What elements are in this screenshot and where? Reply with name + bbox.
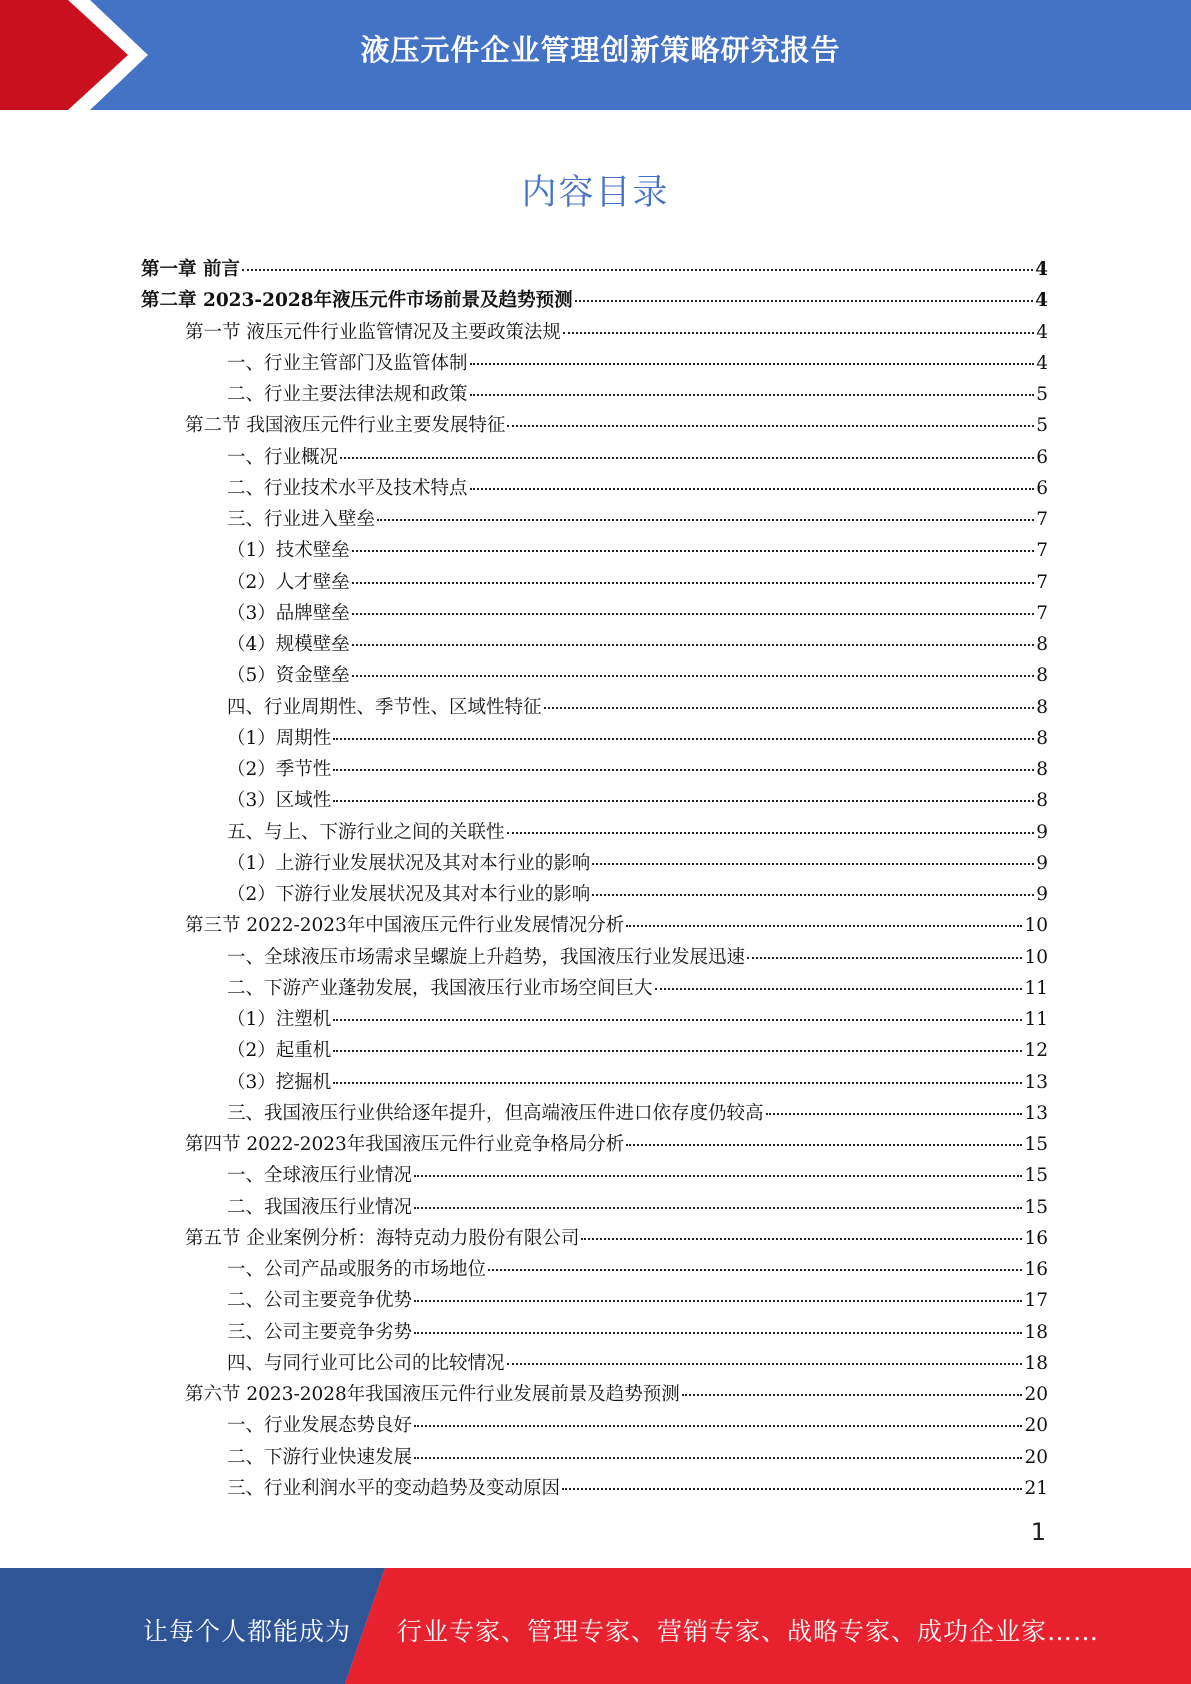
- toc-entry-label: 四、与同行业可比公司的比较情况: [227, 1352, 505, 1374]
- toc-leader-dots: [352, 675, 1034, 677]
- toc-entry[interactable]: [141, 1410, 1048, 1441]
- toc-entry-label: （1）周期性: [227, 727, 332, 749]
- toc-leader-dots: [747, 957, 1022, 959]
- toc-entry[interactable]: [141, 1379, 1048, 1410]
- toc-leader-dots: [414, 1207, 1022, 1209]
- toc-entry-label: （3）挖掘机: [227, 1071, 332, 1093]
- toc-entry-label: （2）起重机: [227, 1040, 332, 1062]
- toc-entry-label: 一、行业主管部门及监管体制: [227, 352, 468, 374]
- toc-leader-dots: [766, 1113, 1023, 1115]
- toc-entry-page: 11: [1024, 1009, 1048, 1030]
- toc-entry[interactable]: [141, 442, 1048, 473]
- toc-entry-label: （2）人才壁垒: [227, 571, 350, 593]
- toc-leader-dots: [581, 1238, 1022, 1240]
- toc-entry[interactable]: [141, 254, 1048, 285]
- toc-entry-page: 16: [1024, 1259, 1048, 1280]
- toc-entry[interactable]: [141, 1192, 1048, 1223]
- toc-entry-label: （3）区域性: [227, 790, 332, 812]
- toc-entry-page: 4: [1036, 321, 1048, 343]
- toc-entry-label: 二、下游产业蓬勃发展，我国液压行业市场空间巨大: [227, 977, 653, 999]
- footer-banner: [0, 1568, 1191, 1684]
- toc-entry-label: 三、行业利润水平的变动趋势及变动原因: [227, 1477, 561, 1499]
- toc-entry-label: 一、行业发展态势良好: [227, 1415, 413, 1437]
- toc-entry-page: 20: [1024, 1415, 1048, 1437]
- toc-entry[interactable]: [141, 1317, 1048, 1348]
- toc-entry-label: （4）规模壁垒: [227, 634, 350, 655]
- toc-entry-page: 6: [1036, 477, 1048, 499]
- toc-entry[interactable]: [141, 1348, 1048, 1379]
- toc-leader-dots: [470, 488, 1035, 490]
- toc-entry[interactable]: [141, 1285, 1048, 1316]
- toc-entry[interactable]: [141, 285, 1048, 316]
- toc-entry[interactable]: [141, 1223, 1048, 1254]
- toc-entry-page: 4: [1036, 352, 1048, 374]
- toc-entry-page: 20: [1024, 1384, 1048, 1405]
- toc-entry-page: 6: [1036, 446, 1048, 468]
- toc-entry-page: 7: [1036, 509, 1048, 530]
- toc-leader-dots: [414, 1300, 1022, 1302]
- toc-entry-page: 21: [1024, 1477, 1048, 1499]
- toc-entry-label: 五、与上、下游行业之间的关联性: [227, 821, 505, 843]
- toc-entry-label: 第三节 2022-2023年中国液压元件行业发展情况分析: [185, 915, 625, 937]
- toc-entry-page: 8: [1036, 634, 1048, 655]
- toc-entry-label: 二、我国液压行业情况: [227, 1196, 413, 1218]
- toc-entry[interactable]: [141, 348, 1048, 379]
- toc-leader-dots: [488, 1269, 1022, 1271]
- toc-entry-page: 17: [1024, 1290, 1048, 1312]
- toc-entry[interactable]: [141, 1254, 1048, 1285]
- toc-entry[interactable]: [141, 1004, 1048, 1035]
- toc-entry-page: 10: [1024, 946, 1048, 968]
- toc-leader-dots: [507, 425, 1034, 427]
- toc-leader-dots: [626, 925, 1022, 927]
- toc-entry-page: 4: [1035, 290, 1048, 312]
- toc-entry-page: 15: [1024, 1196, 1048, 1218]
- toc-entry-label: 一、全球液压市场需求呈螺旋上升趋势，我国液压行业发展迅速: [227, 946, 746, 968]
- toc-entry-label: 二、行业主要法律法规和政策: [227, 384, 468, 405]
- toc-entry-label: （3）品牌壁垒: [227, 602, 350, 624]
- toc-entry[interactable]: [141, 535, 1048, 566]
- toc-entry-page: 15: [1024, 1134, 1048, 1155]
- toc-entry[interactable]: [141, 879, 1048, 910]
- toc-entry[interactable]: [141, 504, 1048, 535]
- toc-leader-dots: [333, 800, 1034, 802]
- toc-entry-label: 三、行业进入壁垒: [227, 509, 376, 530]
- toc-entry-page: 13: [1024, 1071, 1048, 1093]
- toc-entry[interactable]: [141, 1129, 1048, 1160]
- toc-leader-dots: [352, 550, 1034, 552]
- toc-leader-dots: [242, 269, 1033, 271]
- toc-leader-dots: [575, 300, 1034, 302]
- toc-entry-label: （2）季节性: [227, 759, 332, 780]
- toc-leader-dots: [340, 457, 1034, 459]
- toc-entry-label: 第五节 企业案例分析：海特克动力股份有限公司: [185, 1227, 580, 1249]
- toc-entry-page: 18: [1024, 1321, 1048, 1343]
- toc-entry-page: 15: [1024, 1165, 1048, 1187]
- toc-entry-label: （1）注塑机: [227, 1009, 332, 1030]
- toc-leader-dots: [352, 644, 1034, 646]
- toc-leader-dots: [626, 1144, 1022, 1146]
- toc-entry-label: 第一章 前言: [141, 259, 240, 280]
- toc-entry[interactable]: [141, 1098, 1048, 1129]
- toc-leader-dots: [352, 582, 1034, 584]
- toc-entry-label: 三、我国液压行业供给逐年提升，但高端液压件进口依存度仍较高: [227, 1102, 764, 1124]
- header-banner: [0, 0, 1191, 110]
- toc-entry[interactable]: [141, 973, 1048, 1004]
- toc-entry-label: 三、公司主要竞争劣势: [227, 1321, 413, 1343]
- toc-entry[interactable]: [141, 848, 1048, 879]
- toc-leader-dots: [544, 707, 1035, 709]
- toc-leader-dots: [333, 1050, 1022, 1052]
- toc-entry-page: 7: [1036, 571, 1048, 593]
- toc-entry[interactable]: [141, 1035, 1048, 1066]
- toc-entry-page: 5: [1036, 384, 1048, 405]
- report-title: 液压元件企业管理创新策略研究报告: [360, 33, 841, 67]
- toc-leader-dots: [414, 1332, 1022, 1334]
- toc-heading: 内容目录: [521, 173, 670, 213]
- toc-leader-dots: [563, 332, 1034, 334]
- toc-entry-label: 第四节 2022-2023年我国液压元件行业竞争格局分析: [185, 1134, 625, 1155]
- toc-entry[interactable]: [141, 785, 1048, 816]
- toc-entry-page: 13: [1024, 1102, 1048, 1124]
- toc-entry-page: 8: [1036, 696, 1048, 718]
- toc-entry-page: 5: [1036, 415, 1048, 437]
- toc-entry-page: 7: [1036, 602, 1048, 624]
- toc-entry-label: （2）下游行业发展状况及其对本行业的影响: [227, 884, 591, 905]
- toc-entry-page: 9: [1036, 884, 1048, 905]
- toc-leader-dots: [352, 613, 1034, 615]
- toc-entry-page: 9: [1036, 821, 1048, 843]
- toc-entry[interactable]: [141, 410, 1048, 441]
- toc-entry[interactable]: [141, 723, 1048, 754]
- toc-entry-page: 8: [1036, 790, 1048, 812]
- toc-leader-dots: [592, 863, 1034, 865]
- toc-entry-page: 10: [1024, 915, 1048, 937]
- toc-entry[interactable]: [141, 1473, 1048, 1504]
- toc-entry-page: 16: [1024, 1227, 1048, 1249]
- toc-entry-page: 12: [1024, 1040, 1048, 1062]
- toc-entry-label: 四、行业周期性、季节性、区域性特征: [227, 696, 542, 718]
- toc-leader-dots: [470, 394, 1035, 396]
- footer-slogan-right: 行业专家、管理专家、营销专家、战略专家、成功企业家……: [397, 1617, 1100, 1646]
- toc-entry-label: （1）技术壁垒: [227, 540, 350, 562]
- toc-entry-label: 二、行业技术水平及技术特点: [227, 477, 468, 499]
- toc-entry[interactable]: [141, 692, 1048, 723]
- toc-entry[interactable]: [141, 598, 1048, 629]
- toc-entry-page: 8: [1036, 759, 1048, 780]
- toc-entry-label: （5）资金壁垒: [227, 665, 350, 687]
- toc-entry[interactable]: [141, 629, 1048, 660]
- toc-leader-dots: [333, 738, 1034, 740]
- toc-entry-page: 8: [1036, 665, 1048, 687]
- toc-leader-dots: [507, 832, 1035, 834]
- toc-entry[interactable]: [141, 910, 1048, 941]
- toc-entry[interactable]: [141, 567, 1048, 598]
- toc-leader-dots: [333, 1019, 1022, 1021]
- toc-entry-page: 4: [1035, 259, 1048, 280]
- toc-entry-label: 一、行业概况: [227, 446, 339, 468]
- toc-entry-label: 二、下游行业快速发展: [227, 1446, 413, 1468]
- toc-entry-page: 18: [1024, 1352, 1048, 1374]
- toc-leader-dots: [507, 1363, 1023, 1365]
- toc-leader-dots: [333, 1082, 1022, 1084]
- toc-leader-dots: [592, 894, 1034, 896]
- page-number: 1: [1030, 1518, 1046, 1546]
- toc-leader-dots: [682, 1394, 1023, 1396]
- toc-entry-label: （1）上游行业发展状况及其对本行业的影响: [227, 852, 591, 874]
- toc-entry-page: 20: [1024, 1446, 1048, 1468]
- toc-entry-label: 第二章 2023-2028年液压元件市场前景及趋势预测: [141, 290, 573, 312]
- toc-entry-label: 第二节 我国液压元件行业主要发展特征: [185, 415, 506, 437]
- toc-leader-dots: [414, 1175, 1022, 1177]
- toc-entry[interactable]: [141, 473, 1048, 504]
- toc-entry[interactable]: [141, 317, 1048, 348]
- toc-entry-label: 一、公司产品或服务的市场地位: [227, 1259, 487, 1280]
- toc-leader-dots: [470, 363, 1035, 365]
- toc-entry-page: 9: [1036, 852, 1048, 874]
- toc-entry-label: 第六节 2023-2028年我国液压元件行业发展前景及趋势预测: [185, 1384, 680, 1405]
- footer-slogan-left: 让每个人都能成为: [143, 1617, 352, 1646]
- toc-entry-page: 11: [1024, 977, 1048, 999]
- toc-entry-label: 二、公司主要竞争优势: [227, 1290, 413, 1312]
- toc-entry-page: 8: [1036, 727, 1048, 749]
- toc-entry-page: 7: [1036, 540, 1048, 562]
- toc-entry[interactable]: [141, 379, 1048, 410]
- toc-entry[interactable]: [141, 1442, 1048, 1473]
- toc-leader-dots: [655, 988, 1023, 990]
- toc-leader-dots: [414, 1425, 1022, 1427]
- toc-leader-dots: [562, 1488, 1022, 1490]
- table-of-contents: [141, 254, 1048, 1504]
- toc-entry[interactable]: [141, 817, 1048, 848]
- toc-entry[interactable]: [141, 942, 1048, 973]
- toc-entry-label: 第一节 液压元件行业监管情况及主要政策法规: [185, 321, 561, 343]
- toc-leader-dots: [377, 519, 1034, 521]
- toc-entry[interactable]: [141, 1160, 1048, 1191]
- toc-entry[interactable]: [141, 660, 1048, 691]
- toc-entry-label: 一、全球液压行业情况: [227, 1165, 413, 1187]
- toc-leader-dots: [414, 1457, 1022, 1459]
- toc-entry[interactable]: [141, 754, 1048, 785]
- toc-entry[interactable]: [141, 1067, 1048, 1098]
- toc-leader-dots: [333, 769, 1034, 771]
